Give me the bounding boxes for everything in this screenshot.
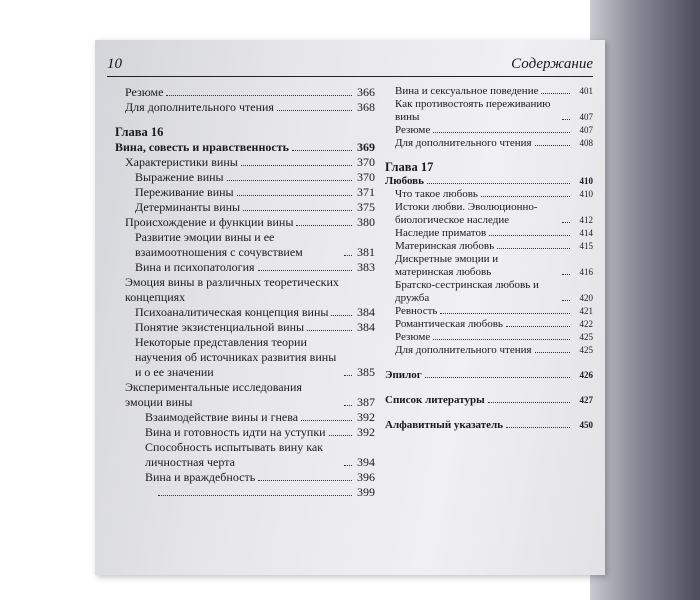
toc-entry-title: Вина и готовность идти на уступки xyxy=(145,425,326,439)
toc-entry-title: Резюме xyxy=(395,331,431,343)
toc-entry xyxy=(115,185,375,200)
toc-entry-page: 450 xyxy=(579,420,593,430)
toc-entry xyxy=(115,320,375,335)
toc-entry-page: 369 xyxy=(357,140,375,154)
toc-entry xyxy=(385,279,593,305)
toc-entry xyxy=(385,124,593,137)
toc-entry xyxy=(115,260,375,275)
toc-entry-title: Психоаналитическая концепция вины xyxy=(135,305,329,319)
toc-entry-title: Некоторые представления теории научения об источниках развития вины и о ее значении xyxy=(135,335,337,379)
toc-entry-page: 394 xyxy=(357,455,375,469)
toc-entry xyxy=(115,215,375,230)
toc-entry xyxy=(385,419,593,432)
toc-entry xyxy=(385,331,593,344)
toc-entry-page: 421 xyxy=(579,306,593,316)
toc-entry xyxy=(385,98,593,124)
toc-left-column xyxy=(115,85,375,500)
toc-entry-title: Резюме xyxy=(395,124,431,136)
toc-entry-page: 368 xyxy=(357,100,375,114)
toc-entry-page: 384 xyxy=(357,305,375,319)
toc-entry xyxy=(385,318,593,331)
toc-entry xyxy=(115,140,375,155)
toc-entry-page: 425 xyxy=(579,332,593,342)
toc-entry-page: 407 xyxy=(579,112,593,122)
dot-leader xyxy=(331,315,352,316)
toc-entry-title: Истоки любви. Эволюционно-биологическое наследие xyxy=(395,201,538,226)
toc-entry-page: 396 xyxy=(357,470,375,484)
toc-entry-title: Экспериментальные исследования эмоции вины xyxy=(125,380,302,409)
dot-leader xyxy=(166,95,352,96)
toc-entry xyxy=(385,227,593,240)
toc-entry xyxy=(115,275,375,305)
toc-entry xyxy=(115,485,375,500)
dot-leader xyxy=(292,150,352,151)
toc-entry-title: Ревность xyxy=(395,305,438,317)
dot-leader xyxy=(562,300,570,301)
toc-entry xyxy=(115,440,375,470)
toc-entry-page: 425 xyxy=(579,345,593,355)
toc-entry xyxy=(385,201,593,227)
toc-entry xyxy=(385,253,593,279)
toc-entry-title: Эмоция вины в различных теоретических концепциях xyxy=(125,275,339,304)
toc-entry-page: 420 xyxy=(579,293,593,303)
dot-leader xyxy=(440,313,570,314)
dot-leader xyxy=(433,132,570,133)
toc-entry xyxy=(115,100,375,115)
dot-leader xyxy=(535,352,570,353)
dot-leader xyxy=(241,165,352,166)
toc-entry-page: 410 xyxy=(579,189,593,199)
toc-right-column xyxy=(385,85,593,432)
toc-entry-title: Развитие эмоции вины и ее взаимоотношения с сочувствием xyxy=(135,230,303,259)
toc-entry-title: Вина и враждебность xyxy=(145,470,256,484)
dot-leader xyxy=(344,405,352,406)
toc-entry xyxy=(385,137,593,150)
toc-entry-title: Для дополнительного чтения xyxy=(395,137,532,149)
dot-leader xyxy=(258,270,352,271)
toc-entry-title: Дискретные эмоции и материнская любовь xyxy=(395,253,499,278)
toc-entry xyxy=(115,410,375,425)
toc-entry xyxy=(385,85,593,98)
toc-entry xyxy=(115,230,375,260)
dot-leader xyxy=(425,377,570,378)
toc-entry-page: 410 xyxy=(579,176,593,186)
toc-entry-title: Алфавитный указатель xyxy=(385,419,504,431)
dot-leader xyxy=(258,480,352,481)
dot-leader xyxy=(344,465,352,466)
running-title: Содержание xyxy=(511,56,593,72)
toc-entry-title: Вина и психопатология xyxy=(135,260,255,274)
toc-entry-page: 371 xyxy=(357,185,375,199)
toc-entry-page: 387 xyxy=(357,395,375,409)
toc-entry xyxy=(115,380,375,410)
toc-entry xyxy=(385,344,593,357)
toc-entry-title: Резюме xyxy=(125,85,164,99)
dot-leader xyxy=(227,180,352,181)
dot-leader xyxy=(243,210,352,211)
toc-entry-title: Взаимодействие вины и гнева xyxy=(145,410,299,424)
toc-entry-page: 366 xyxy=(357,85,375,99)
toc-entry xyxy=(115,85,375,100)
toc-entry-title: Переживание вины xyxy=(135,185,234,199)
toc-entry-page: 414 xyxy=(579,228,593,238)
dot-leader xyxy=(427,183,570,184)
toc-entry-title: Вина и сексуальное поведение xyxy=(395,85,539,97)
toc-entry xyxy=(115,200,375,215)
page-header xyxy=(107,56,593,77)
toc-entry-title: Материнская любовь xyxy=(395,240,495,252)
toc-entry-title: Вина, совесть и нравственность xyxy=(115,140,289,154)
toc-entry-page: 392 xyxy=(357,410,375,424)
toc-entry-title: Происхождение и функции вины xyxy=(125,215,294,229)
dot-leader xyxy=(329,435,352,436)
toc-entry-page: 370 xyxy=(357,155,375,169)
toc-entry-page: 415 xyxy=(579,241,593,251)
toc-entry-page: 399 xyxy=(357,485,375,499)
dot-leader xyxy=(489,235,570,236)
toc-entry xyxy=(385,305,593,318)
dot-leader xyxy=(301,420,352,421)
dot-leader xyxy=(344,255,352,256)
dot-leader xyxy=(562,274,570,275)
toc-entry-page: 392 xyxy=(357,425,375,439)
dot-leader xyxy=(237,195,352,196)
toc-entry xyxy=(115,425,375,440)
toc-entry xyxy=(385,240,593,253)
toc-entry xyxy=(385,369,593,382)
toc-entry xyxy=(115,335,375,380)
toc-entry-page: 380 xyxy=(357,215,375,229)
toc-entry-page: 427 xyxy=(579,395,593,405)
dot-leader xyxy=(562,222,570,223)
toc-entry-title: Что такое любовь xyxy=(395,188,478,200)
toc-entry-title: Эпилог xyxy=(385,369,422,381)
toc-entry-page: 412 xyxy=(579,215,593,225)
toc-entry xyxy=(115,170,375,185)
toc-entry-title: Для дополнительного чтения xyxy=(395,344,532,356)
toc-entry-page: 422 xyxy=(579,319,593,329)
dot-leader xyxy=(562,119,570,120)
dot-leader xyxy=(307,330,352,331)
toc-entry-title: Для дополнительного чтения xyxy=(125,100,274,114)
toc-entry-title: Понятие экзистенциальной вины xyxy=(135,320,305,334)
toc-entry xyxy=(115,305,375,320)
dot-leader xyxy=(541,93,570,94)
dot-leader xyxy=(344,375,352,376)
toc-entry-title: Любовь xyxy=(385,175,424,187)
toc-entry-page: 384 xyxy=(357,320,375,334)
chapter-heading: Глава 16 xyxy=(115,125,164,139)
dot-leader xyxy=(433,339,570,340)
chapter-heading: Глава 17 xyxy=(385,160,434,174)
toc-entry-title: Выражение вины xyxy=(135,170,224,184)
toc-entry-title: Братско-сестринская любовь и дружба xyxy=(395,279,539,304)
toc-entry-page: 370 xyxy=(357,170,375,184)
dot-leader xyxy=(506,427,570,428)
toc-entry-page: 383 xyxy=(357,260,375,274)
toc-entry-page: 416 xyxy=(579,267,593,277)
toc-entry xyxy=(385,175,593,188)
dot-leader xyxy=(277,110,352,111)
dot-leader xyxy=(488,402,570,403)
toc-entry-title: Детерминанты вины xyxy=(135,200,241,214)
toc-entry-page: 407 xyxy=(579,125,593,135)
toc-entry-title: Характеристики вины xyxy=(125,155,238,169)
dot-leader xyxy=(481,196,570,197)
toc-entry xyxy=(385,394,593,407)
toc-entry-title: Список литературы xyxy=(385,394,485,406)
toc-entry-page: 408 xyxy=(579,138,593,148)
toc-entry-page: 426 xyxy=(579,370,593,380)
dot-leader xyxy=(497,248,570,249)
toc-entry xyxy=(115,155,375,170)
background-surface xyxy=(590,0,700,600)
toc-entry-title: Романтическая любовь xyxy=(395,318,503,330)
toc-entry-page: 401 xyxy=(579,86,593,96)
toc-entry-title: Как противостоять переживанию вины xyxy=(395,98,551,123)
toc-entry xyxy=(115,470,375,485)
toc-entry-page: 375 xyxy=(357,200,375,214)
toc-entry-title: Наследие приматов xyxy=(395,227,487,239)
dot-leader xyxy=(535,145,570,146)
toc-entry-page: 385 xyxy=(357,365,375,379)
toc-entry-page: 381 xyxy=(357,245,375,259)
page-number: 10 xyxy=(107,56,122,72)
dot-leader xyxy=(158,495,352,496)
dot-leader xyxy=(506,326,570,327)
dot-leader xyxy=(296,225,352,226)
book-page xyxy=(95,40,605,575)
toc-entry xyxy=(385,188,593,201)
toc-entry-title: Способность испытывать вину как личностная черта xyxy=(145,440,324,469)
